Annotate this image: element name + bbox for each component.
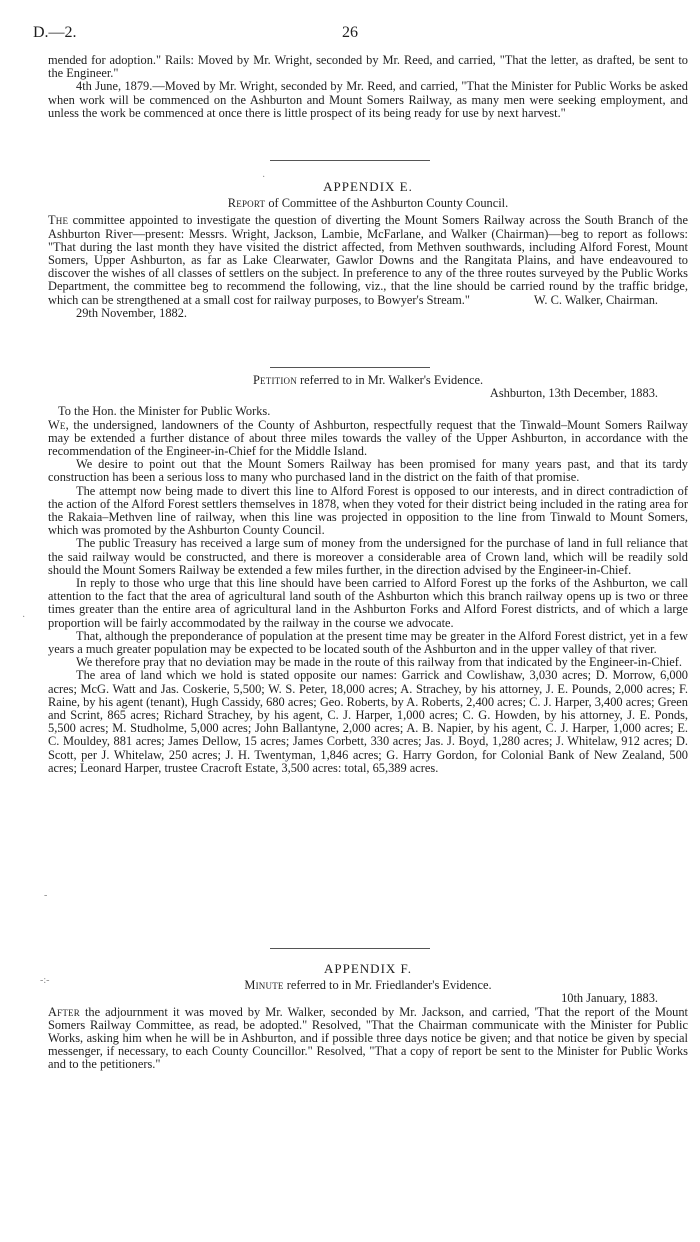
- opening-line: mended for adoption." Rails: Moved by Mr. Wright, seconded by Mr. Reed, and carried, "That the letter, as drafted, be sent to the Engineer.": [48, 53, 688, 81]
- petition-paragraph-8: The area of land which we hold is stated opposite our names: Garrick and Cowlishaw, 3,030 acres; D. Morrow, 6,000 acres; McG. Watt and Jas. Coskerie, 5,500; W. S. Peter, 18,000 acres; A. Strachey, by his attorney, J. E. Pounds, 2,000 acres; F. Raine, by his agent (tenant), Hugh Cassidy, 680 acres; Geo. Roberts, by A. Roberts, 2,400 acres; C. J. Harper, 3,400 acres; Green and Scrint, 865 acres; Richard Strachey, by his agent, C. J. Harper, 1,000 acres; C. G. Howden, by his attorney, J. E. Ponds, 5,500 acres; M. Studholme, 5,000 acres; John Ballantyne, 2,000 acres; A. B. Napier, by his agent, C. J. Harper, 1,000 acres; E. C. Mouldey, 881 acres; James Dellow, 15 acres; James Corbett, 330 acres; Jas. J. Boyd, 1,280 acres; J. Whitelaw, 912 acres; D. Scott, per J. Whitelaw, 250 acres; J. H. Twentyman, 1,846 acres; G. Harry Gordon, for Colonial Bank of New Zealand, 500 acres; Leonard Harper, trustee Cracroft Estate, 3,500 acres: total, 65,389 acres.: [48, 668, 688, 775]
- petition-heading-lead: Petition: [252, 373, 297, 387]
- petition-heading-rest: referred to in Mr. Walker's Evidence.: [296, 373, 484, 387]
- margin-mark: -: [44, 890, 48, 901]
- appendix-f-heading: APPENDIX F.: [324, 961, 412, 976]
- document-reference: D.—2.: [33, 24, 77, 41]
- opening-paragraph: 4th June, 1879.—Moved by Mr. Wright, seconded by Mr. Reed, and carried, "That the Minister for Public Works be asked when work will be commenced on the Ashburton and Mount Somers Railway, as many men were seeking employment, and unless the work be commenced at once there is little prospect of its being ready for use by next harvest.": [48, 79, 688, 120]
- opening-section: [48, 54, 688, 120]
- margin-mark: -:-: [40, 975, 50, 986]
- minute-text-lead: After: [48, 1004, 80, 1019]
- page-number: 26: [342, 24, 358, 41]
- appendix-f-subheading-rest: referred to in Mr. Friedlander's Evidence.: [283, 978, 492, 993]
- report-date: 29th November, 1882.: [76, 306, 188, 321]
- section-divider: [270, 367, 430, 368]
- committee-report-body: committee appointed to investigate the question of diverting the Mount Somers Railway across the South Branch of the Ashburton River—present: Messrs. Wright, Jackson, Lambie, McFarlane, and Walker (Chairman)—beg to report as follows: "That during the last month they have visited the district affected, from Methven southwards, including Alford Forest, Mount Somers, Upper Ashburton, as far as Lake Clearwater, Gawlor Downs and the Rangitata Plains, and have endeavoured to discover the wishes of all classes of settlers on the subject. In preference to any of the three routes surveyed by the Public Works Department, the committee beg to recommend the following, viz., that the line should be carried round by the traffic bridge, which can be strengthened at a small cost for railway purposes, to Bowyer's Stream.": [48, 213, 688, 307]
- petition-paragraph-1: [48, 419, 688, 459]
- minute-text-body: the adjournment it was moved by Mr. Walker, seconded by Mr. Jackson, and carried, 'That the report of the Mount Somers Railway Committee, as read, be adopted." Resolved, "That the Chairman communicate with the Minister for Public Works, asking him when he will be in Ashburton, and if possible three days notice be given; and that notice be given by special messenger, if necessary, to each County Councillor." Resolved, "That a copy of report be sent to the Minister for Public Works and to the petitioners.": [48, 1004, 688, 1072]
- petition-paragraph-3: The attempt now being made to divert this line to Alford Forest is opposed to our interests, and in direct contradiction of the action of the Alford Forest settlers themselves in 1878, when they voted for their district being included in the rating area for the Rakaia–Methven line of railway, when this line was projected in opposition to the line from Tinwald to Mount Somers, which was promoted by the Ashburton County Council.: [48, 483, 688, 538]
- appendix-e-subheading-lead: Report: [227, 196, 266, 211]
- petition-section: [48, 374, 688, 775]
- minute-text: [48, 1006, 688, 1072]
- committee-report-lead: The: [48, 213, 69, 228]
- appendix-e-heading: APPENDIX E.: [323, 179, 413, 194]
- print-speck: ·: [262, 172, 266, 183]
- appendix-e-subheading: [48, 197, 688, 210]
- report-signature: W. C. Walker, Chairman.: [533, 292, 658, 307]
- petition-paragraph-6: That, although the preponderance of population at the present time may be greater in the Alford Forest district, yet in a few years a much greater population may be expected to be located south of the Ashburton and in the upper valley of that river.: [48, 628, 688, 657]
- petition-paragraph-2: We desire to point out that the Mount Somers Railway has been promised for many years past, and that its tardy construction has been a serious loss to many who purchased land in the district on the faith of that promise.: [48, 457, 688, 485]
- section-divider: [270, 160, 430, 161]
- petition-paragraph-1-lead: We: [48, 417, 66, 432]
- minute-date: 10th January, 1883.: [561, 991, 658, 1006]
- petition-addressee: To the Hon. the Minister for Public Works.: [58, 404, 271, 419]
- petition-place-date: Ashburton, 13th December, 1883.: [489, 386, 658, 401]
- petition-paragraph-1-body: , the undersigned, landowners of the County of Ashburton, respectfully request that the Tinwald–Mount Somers Railway may be extended a further distance of about three miles towards the valley of the Upper Ashburton, in accordance with the recommendation of the Engineer-in-Chief for the Middle Island.: [48, 417, 688, 459]
- appendix-e-subheading-rest: of Committee of the Ashburton County Council.: [265, 196, 509, 211]
- petition-paragraph-5: In reply to those who urge that this line should have been carried to Alford Forest up the forks of the Ashburton, we call attention to the fact that the area of agricultural land south of the Ashburton which this branch railway opens up is two or three times greater than the entire area of agricultural land in the Ashburton Forks and Alford Forest districts, and of which a large proportion will be fairly accommodated by the railway in the course we advocate.: [48, 576, 688, 630]
- appendix-e-section: [48, 180, 688, 320]
- appendix-f-subheading-lead: Minute: [244, 978, 284, 993]
- margin-mark: ·: [22, 612, 26, 623]
- section-divider: [270, 948, 430, 949]
- petition-paragraph-4: The public Treasury has received a large sum of money from the undersigned for the purchase of land in full reliance that the said railway would be constructed, and there is moreover a considerable area of Crown land, which will be readily sold should the Mount Somers Railway be extended a few miles further, in the direction advised by the Engineer-in-Chief.: [48, 536, 688, 577]
- petition-paragraph-7: We therefore pray that no deviation may be made in the route of this railway from that indicated by the Engineer-in-Chief.: [76, 655, 683, 670]
- appendix-f-section: [48, 962, 688, 1072]
